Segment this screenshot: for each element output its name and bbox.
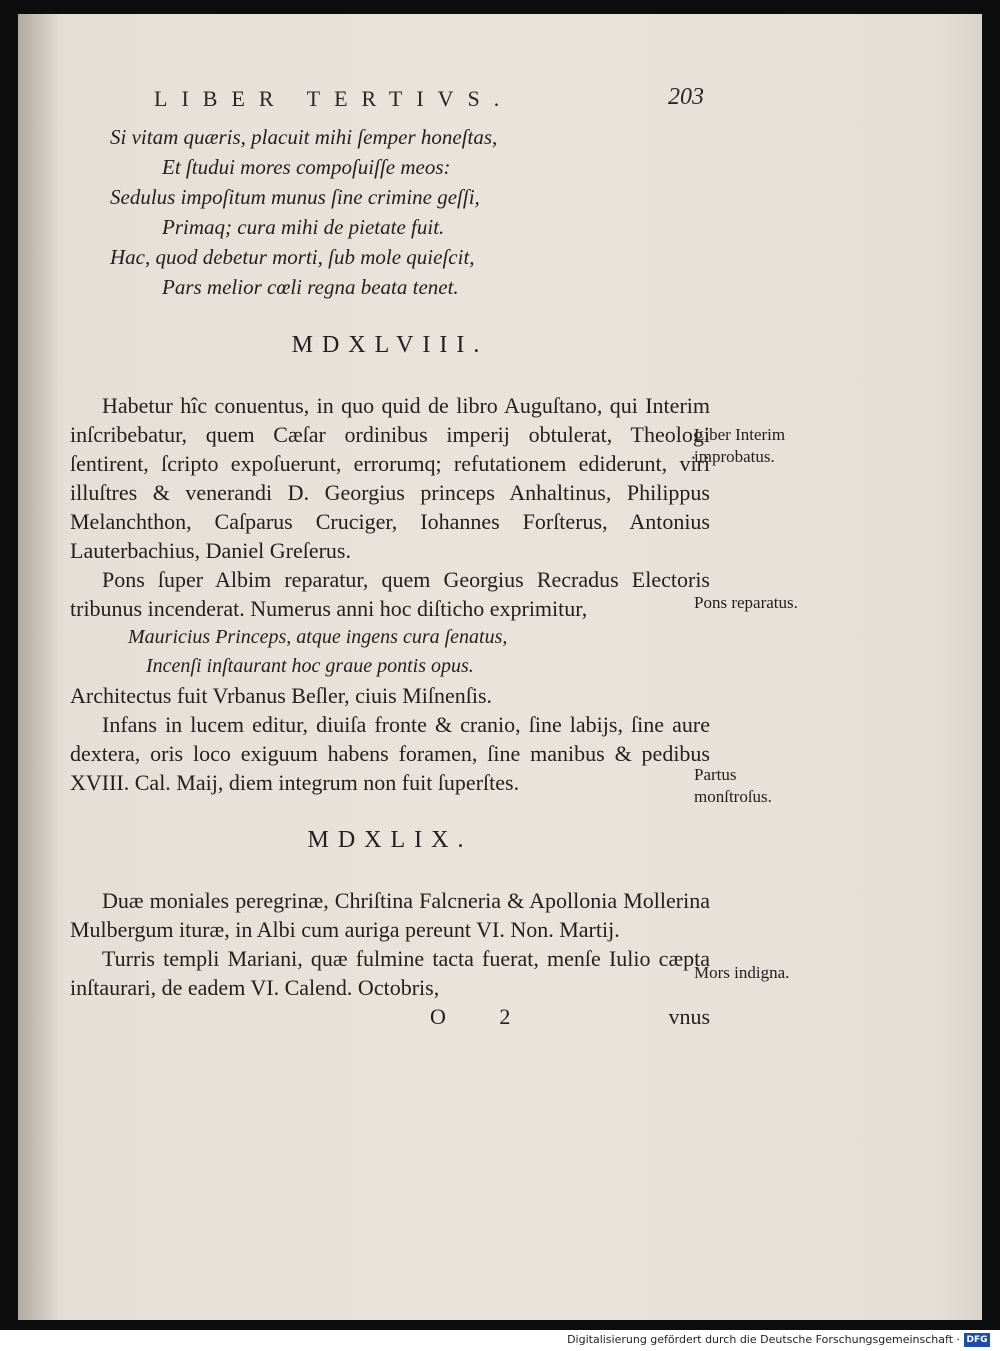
paragraph: Habetur hîc conuentus, in quo quid de libro Auguſtano, qui Interim inſcribebatur, quem Cæſar ordinibus imperij obtulerat, Theologi ſentirent, ſcripto expoſuerunt, errorumq; refutationem ediderunt, viri illuſtres & venerandi D. Georgius princeps Anhaltinus, Philippus Melanchthon, Caſparus Cruciger, Iohannes Forſterus, Antonius Lauterbachius, Daniel Greſerus.: [70, 393, 710, 563]
verse-line: Sedulus impoſitum munus ſine crimine geſſi,: [110, 185, 480, 209]
verse-line: Primaq; cura mihi de pietate fuit.: [162, 215, 445, 239]
verse-line: Si vitam quæris, placuit mihi ſemper honeſtas,: [110, 125, 498, 149]
funding-notice: Digitalisierung gefördert durch die Deutsche Forschungsgemeinschaft ·: [567, 1333, 960, 1346]
verse-line: Mauricius Princeps, atque ingens cura ſenatus,: [128, 626, 508, 648]
paragraph: Duæ moniales peregrinæ, Chriſtina Falcneria & Apollonia Mollerina Mulbergum ituræ, in Albi cum auriga pereunt VI. Non. Martij.: [70, 888, 710, 942]
prose-1548: [70, 391, 710, 797]
margin-note-bridge: Pons reparatus.: [694, 593, 798, 612]
margin-note-interim: Liber Interim improbatus.: [694, 425, 786, 466]
signature-mark: O 2: [430, 1004, 535, 1029]
page-number: 203: [668, 84, 704, 110]
year-heading-1548: MDXLVIII.: [291, 332, 489, 358]
verse-line: Hac, quod debetur morti, ſub mole quieſcit,: [110, 245, 475, 269]
verse-line: Et ſtudui mores compoſuiſſe meos:: [162, 155, 451, 179]
running-head-title: LIBER TERTIVS.: [154, 86, 514, 111]
paragraph: Pons ſuper Albim reparatur, quem Georgius Recradus Electoris tribunus incenderat. Numerus anni hoc diſticho exprimitur,: [70, 567, 710, 621]
footer-bar: [0, 1330, 1000, 1351]
paragraph: Turris templi Mariani, quæ fulmine tacta fuerat, menſe Iulio cæpta inſtaurari, de eadem VI. Calend. Octobris,: [70, 946, 710, 1000]
distich: [70, 623, 710, 681]
prose-1549: [70, 886, 710, 1032]
epitaph-verse: [70, 122, 710, 302]
year-heading-1549: MDXLIX.: [307, 827, 473, 853]
paragraph: Infans in lucem editur, diuiſa fronte & cranio, ſine labijs, ſine aure dextera, oris loco exiguum habens foramen, ſine manibus & pedibus XVIII. Cal. Maij, diem integrum non fuit ſuperſtes.: [70, 712, 710, 795]
verse-line: Pars melior cœli regna beata tenet.: [162, 275, 459, 299]
paragraph: Architectus fuit Vrbanus Beſler, ciuis Miſnenſis.: [70, 683, 493, 708]
verse-line: Incenſi inſtaurant hoc graue pontis opus.: [146, 655, 474, 677]
catchword: vnus: [668, 1004, 710, 1029]
main-text: [70, 122, 710, 1032]
book-page: [18, 14, 982, 1320]
dfg-logo-icon: DFG: [964, 1333, 990, 1347]
page-foot: [70, 1002, 710, 1032]
running-head: [154, 84, 714, 114]
margin-note-death: Mors indigna.: [694, 963, 790, 982]
margin-note-birth: Partus monſtroſus.: [694, 765, 772, 806]
